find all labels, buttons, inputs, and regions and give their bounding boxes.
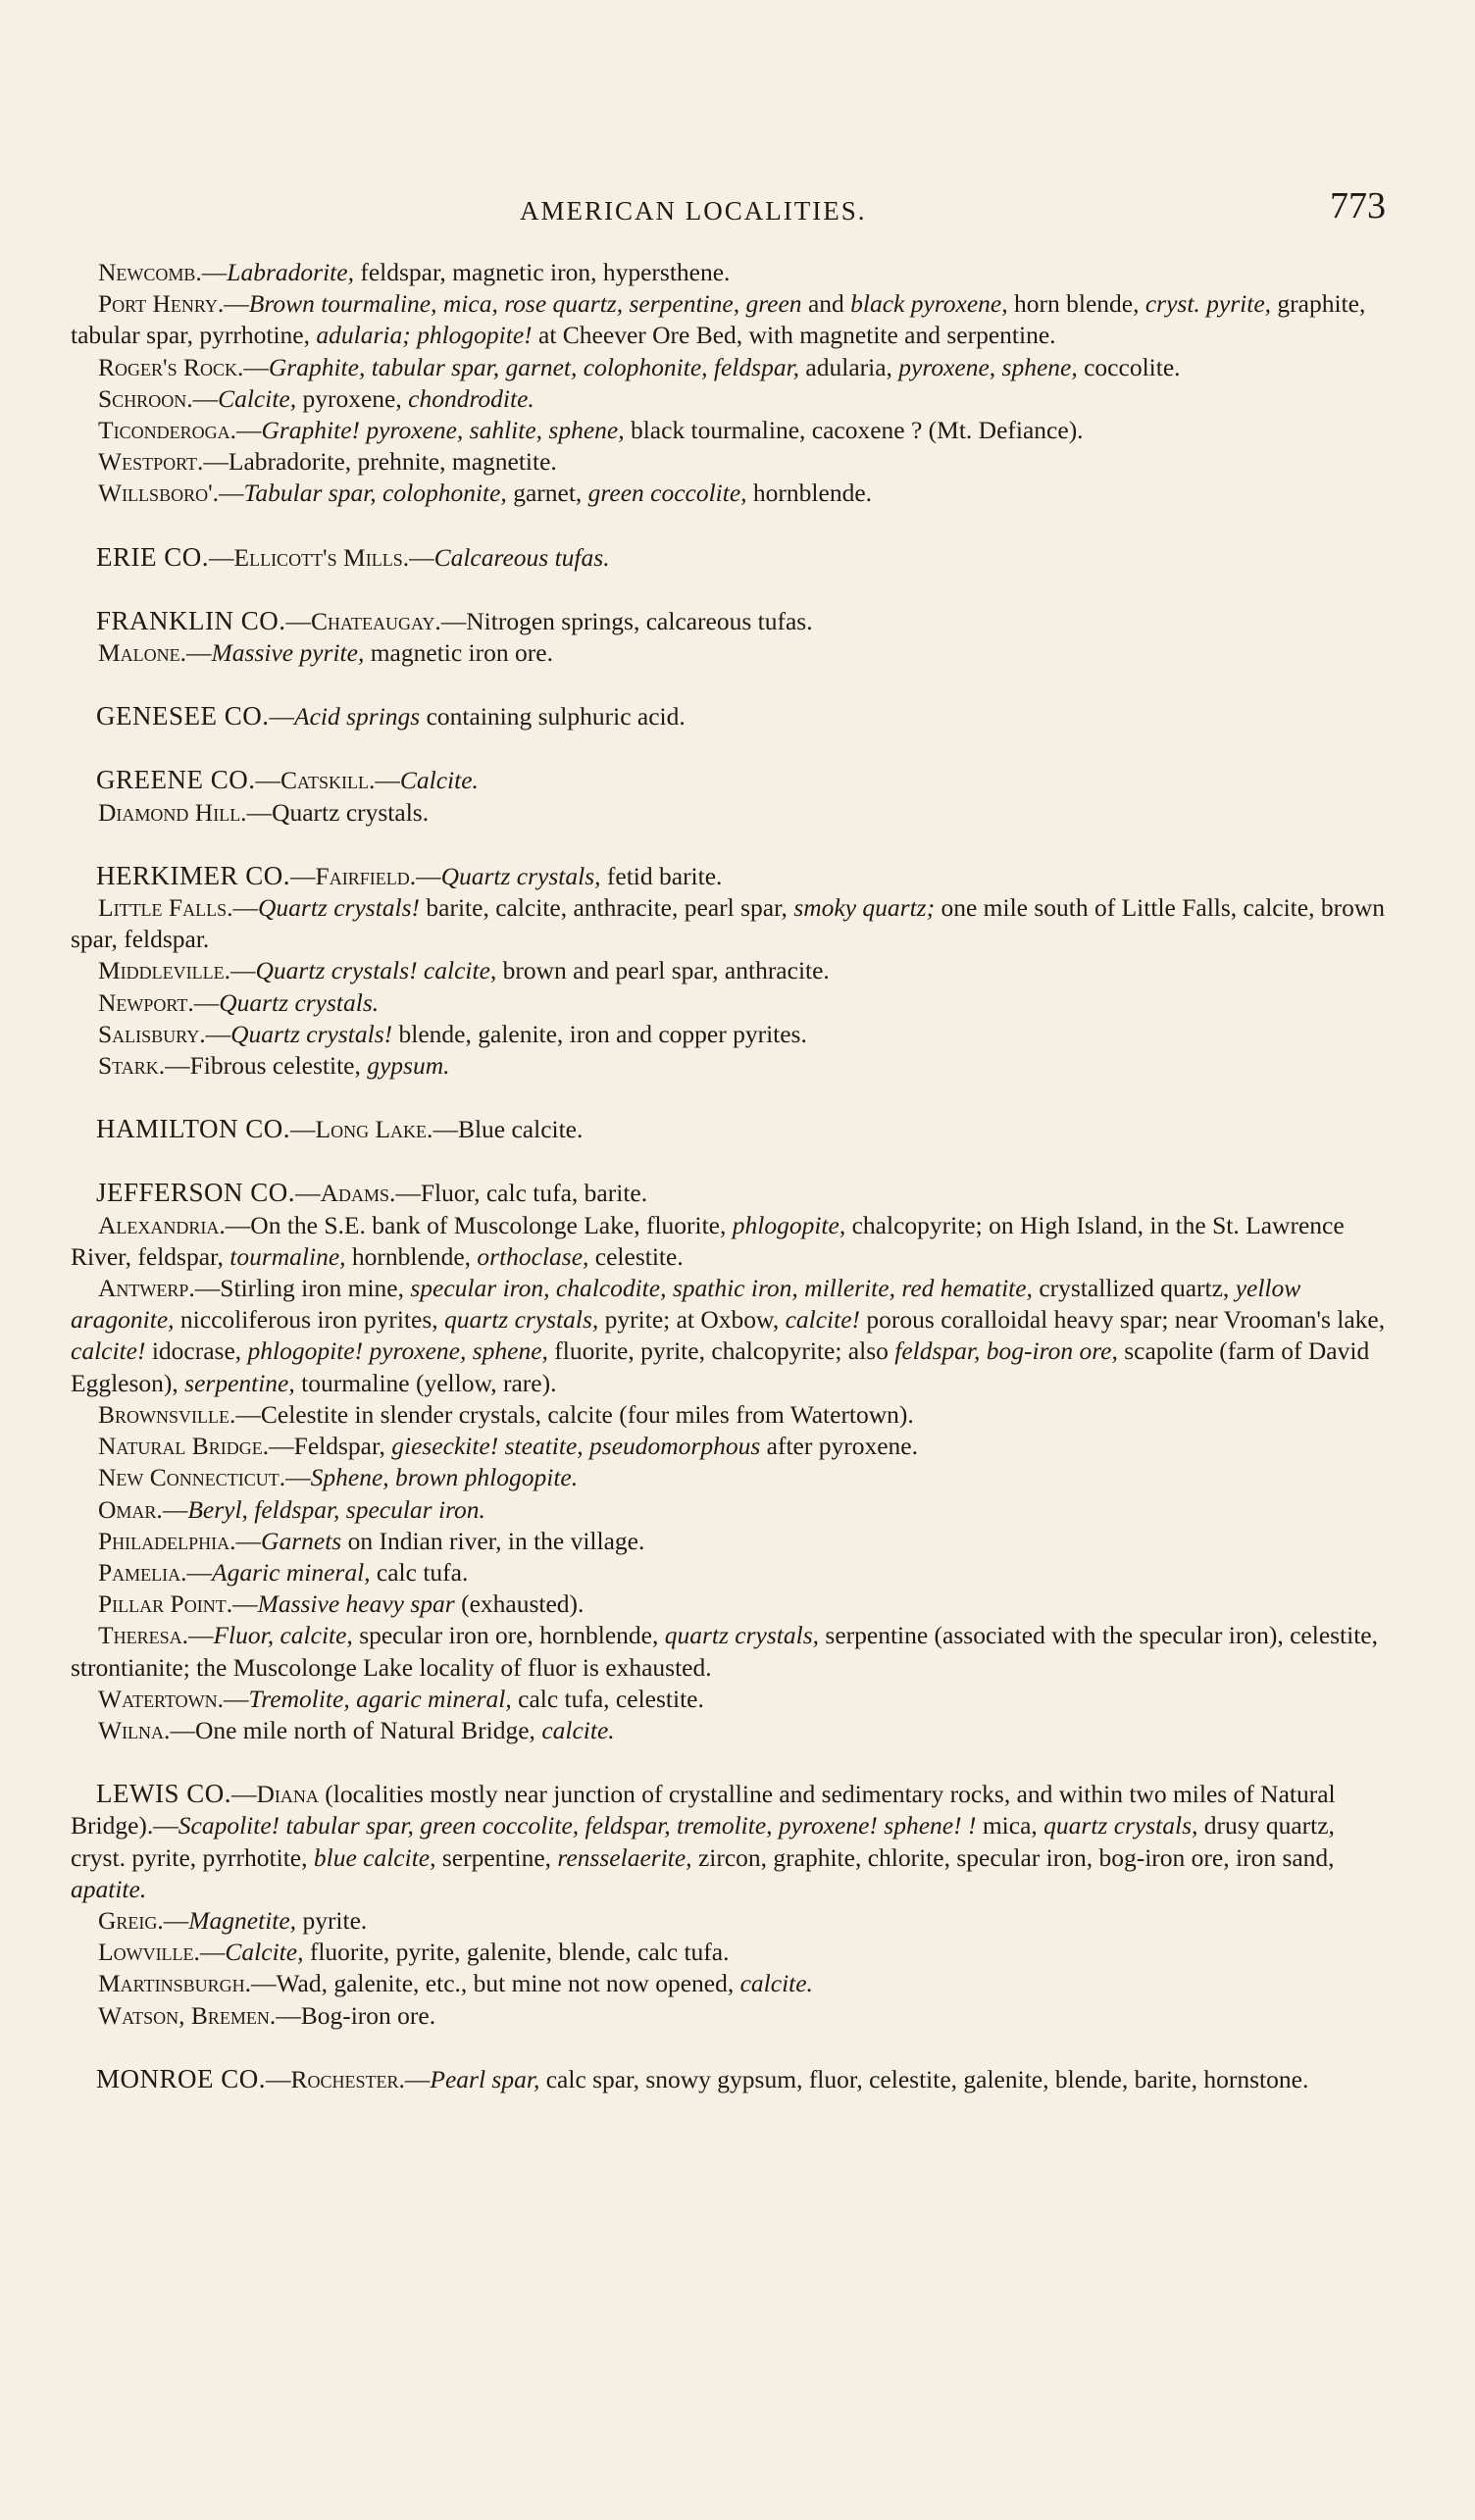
entry-new-connecticut: New Connecticut.—Sphene, brown phlogopite. bbox=[98, 1463, 579, 1492]
county-monroe: MONROE CO.—Rochester.—Pearl spar, calc spar, snowy gypsum, fluor, celestite, galenite, blende, barite, hornstone. bbox=[96, 2063, 1309, 2093]
entry-salisbury: Salisbury.—Quartz crystals! blende, galenite, iron and copper pyrites. bbox=[98, 1019, 807, 1048]
entry-middleville: Middleville.—Quartz crystals! calcite, brown and pearl spar, anthracite. bbox=[98, 956, 830, 985]
entry-philadelphia: Philadelphia.—Garnets on Indian river, in the village. bbox=[98, 1526, 645, 1555]
entry-little-falls: Little Falls.—Quartz crystals! barite, calcite, anthracite, pearl spar, smoky quartz; one mile south of Little Falls, calcite, brown spar, feldspar. bbox=[71, 893, 1385, 954]
entry-theresa: Theresa.—Fluor, calcite, specular iron ore, hornblende, quartz crystals, serpentine (associated with the specular iron), celestite, strontianite; the Muscolonge Lake locality of fluor is exhausted. bbox=[71, 1621, 1379, 1682]
entry-brownsville: Brownsville.—Celestite in slender crystals, calcite (four miles from Watertown). bbox=[98, 1399, 914, 1429]
entry-schroon: Schroon.—Calcite, pyroxene, chondrodite. bbox=[98, 383, 534, 413]
entry-wilna: Wilna.—One mile north of Natural Bridge, calcite. bbox=[98, 1715, 615, 1744]
entry-westport: Westport.—Labradorite, prehnite, magnetite. bbox=[98, 447, 557, 477]
entry-lowville: Lowville.—Calcite, fluorite, pyrite, galenite, blende, calc tufa. bbox=[98, 1938, 730, 1967]
localities-text bbox=[71, 257, 1390, 2095]
entry-diamond-hill: Diamond Hill.—Quartz crystals. bbox=[98, 797, 430, 827]
entry-stark: Stark.—Fibrous celestite, gypsum. bbox=[98, 1051, 450, 1081]
entry-antwerp: Antwerp.—Stirling iron mine, specular iron, chalcodite, spathic iron, millerite, red hematite, crystallized quartz, yellow aragonite, niccoliferous iron pyrites, quartz crystals, pyrite; at Oxbow, calcite! porous coralloidal heavy spar; near Vrooman's lake, calcite! idocrase, phlogopite! pyroxene, sphene, fluorite, pyrite, chalcopyrite; also feldspar, bog-iron ore, scapolite (farm of David Eggleson), serpentine, tourmaline (yellow, rare). bbox=[71, 1274, 1386, 1397]
entry-ticonderoga: Ticonderoga.—Graphite! pyroxene, sahlite, sphene, black tourmaline, cacoxene ? (Mt. Defiance). bbox=[98, 416, 1084, 445]
entry-newcomb: Newcomb.—Labradorite, feldspar, magnetic iron, hypersthene. bbox=[98, 258, 731, 286]
county-greene: GREENE CO.—Catskill.—Calcite. bbox=[96, 765, 479, 795]
entry-pillar-point: Pillar Point.—Massive heavy spar (exhausted). bbox=[98, 1589, 585, 1619]
county-erie: ERIE CO.—Ellicott's Mills.—Calcareous tufas. bbox=[96, 541, 610, 572]
entry-alexandria: Alexandria.—On the S.E. bank of Muscolonge Lake, fluorite, phlogopite, chalcopyrite; on High Island, in the St. Lawrence River, feldspar, tourmaline, hornblende, orthoclase, celestite. bbox=[71, 1210, 1345, 1271]
entry-omar: Omar.—Beryl, feldspar, specular iron. bbox=[98, 1494, 485, 1524]
county-hamilton: HAMILTON CO.—Long Lake.—Blue calcite. bbox=[96, 1114, 584, 1144]
county-jefferson: JEFFERSON CO.—Adams.—Fluor, calc tufa, barite. bbox=[96, 1178, 648, 1208]
entry-newport: Newport.—Quartz crystals. bbox=[98, 987, 380, 1017]
county-herkimer: HERKIMER CO.—Fairfield.—Quartz crystals, fetid barite. bbox=[96, 860, 723, 890]
entry-martinsburgh: Martinsburgh.—Wad, galenite, etc., but mine not now opened, calcite. bbox=[98, 1969, 813, 1998]
entry-pamelia: Pamelia.—Agaric mineral, calc tufa. bbox=[98, 1557, 469, 1587]
entry-watson-bremen: Watson, Bremen.—Bog-iron ore. bbox=[98, 2000, 436, 2030]
entry-malone: Malone.—Massive pyrite, magnetic iron ore. bbox=[98, 638, 553, 668]
entry-port-henry: Port Henry.—Brown tourmaline, mica, rose quartz, serpentine, green and black pyroxene, horn blende, cryst. pyrite, graphite, tabular spar, pyrrhotine, adularia; phlogopite! at Cheever Ore Bed, with magnetite and serpentine. bbox=[71, 289, 1366, 350]
county-lewis: LEWIS CO.—Diana (localities mostly near junction of crystalline and sedimentary rocks, and within two miles of Natural Bridge).—Scapolite! tabular spar, green coccolite, feldspar, tremolite, pyroxene! sphene! ! mica, quartz crystals, drusy quartz, cryst. pyrite, pyrrhotite, blue calcite, serpentine, rensselaerite, zircon, graphite, chlorite, specular iron, bog-iron ore, iron sand, apatite. bbox=[71, 1779, 1336, 1903]
county-franklin: FRANKLIN CO.—Chateaugay.—Nitrogen springs, calcareous tufas. bbox=[96, 605, 813, 635]
running-title: AMERICAN LOCALITIES. bbox=[520, 196, 867, 226]
entry-watertown: Watertown.—Tremolite, agaric mineral, calc tufa, celestite. bbox=[98, 1684, 704, 1713]
entry-greig: Greig.—Magnetite, pyrite. bbox=[98, 1905, 368, 1935]
entry-natural-bridge: Natural Bridge.—Feldspar, gieseckite! steatite, pseudomorphous after pyroxene. bbox=[98, 1432, 918, 1461]
running-header bbox=[520, 184, 1398, 233]
page-number: 773 bbox=[1330, 185, 1386, 227]
entry-willsboro: Willsboro'.—Tabular spar, colophonite, garnet, green coccolite, hornblende. bbox=[98, 479, 873, 508]
entry-rogers-rock: Roger's Rock.—Graphite, tabular spar, garnet, colophonite, feldspar, adularia, pyroxene, sphene, coccolite. bbox=[98, 352, 1181, 381]
county-genesee: GENESEE CO.—Acid springs containing sulphuric acid. bbox=[96, 701, 686, 731]
